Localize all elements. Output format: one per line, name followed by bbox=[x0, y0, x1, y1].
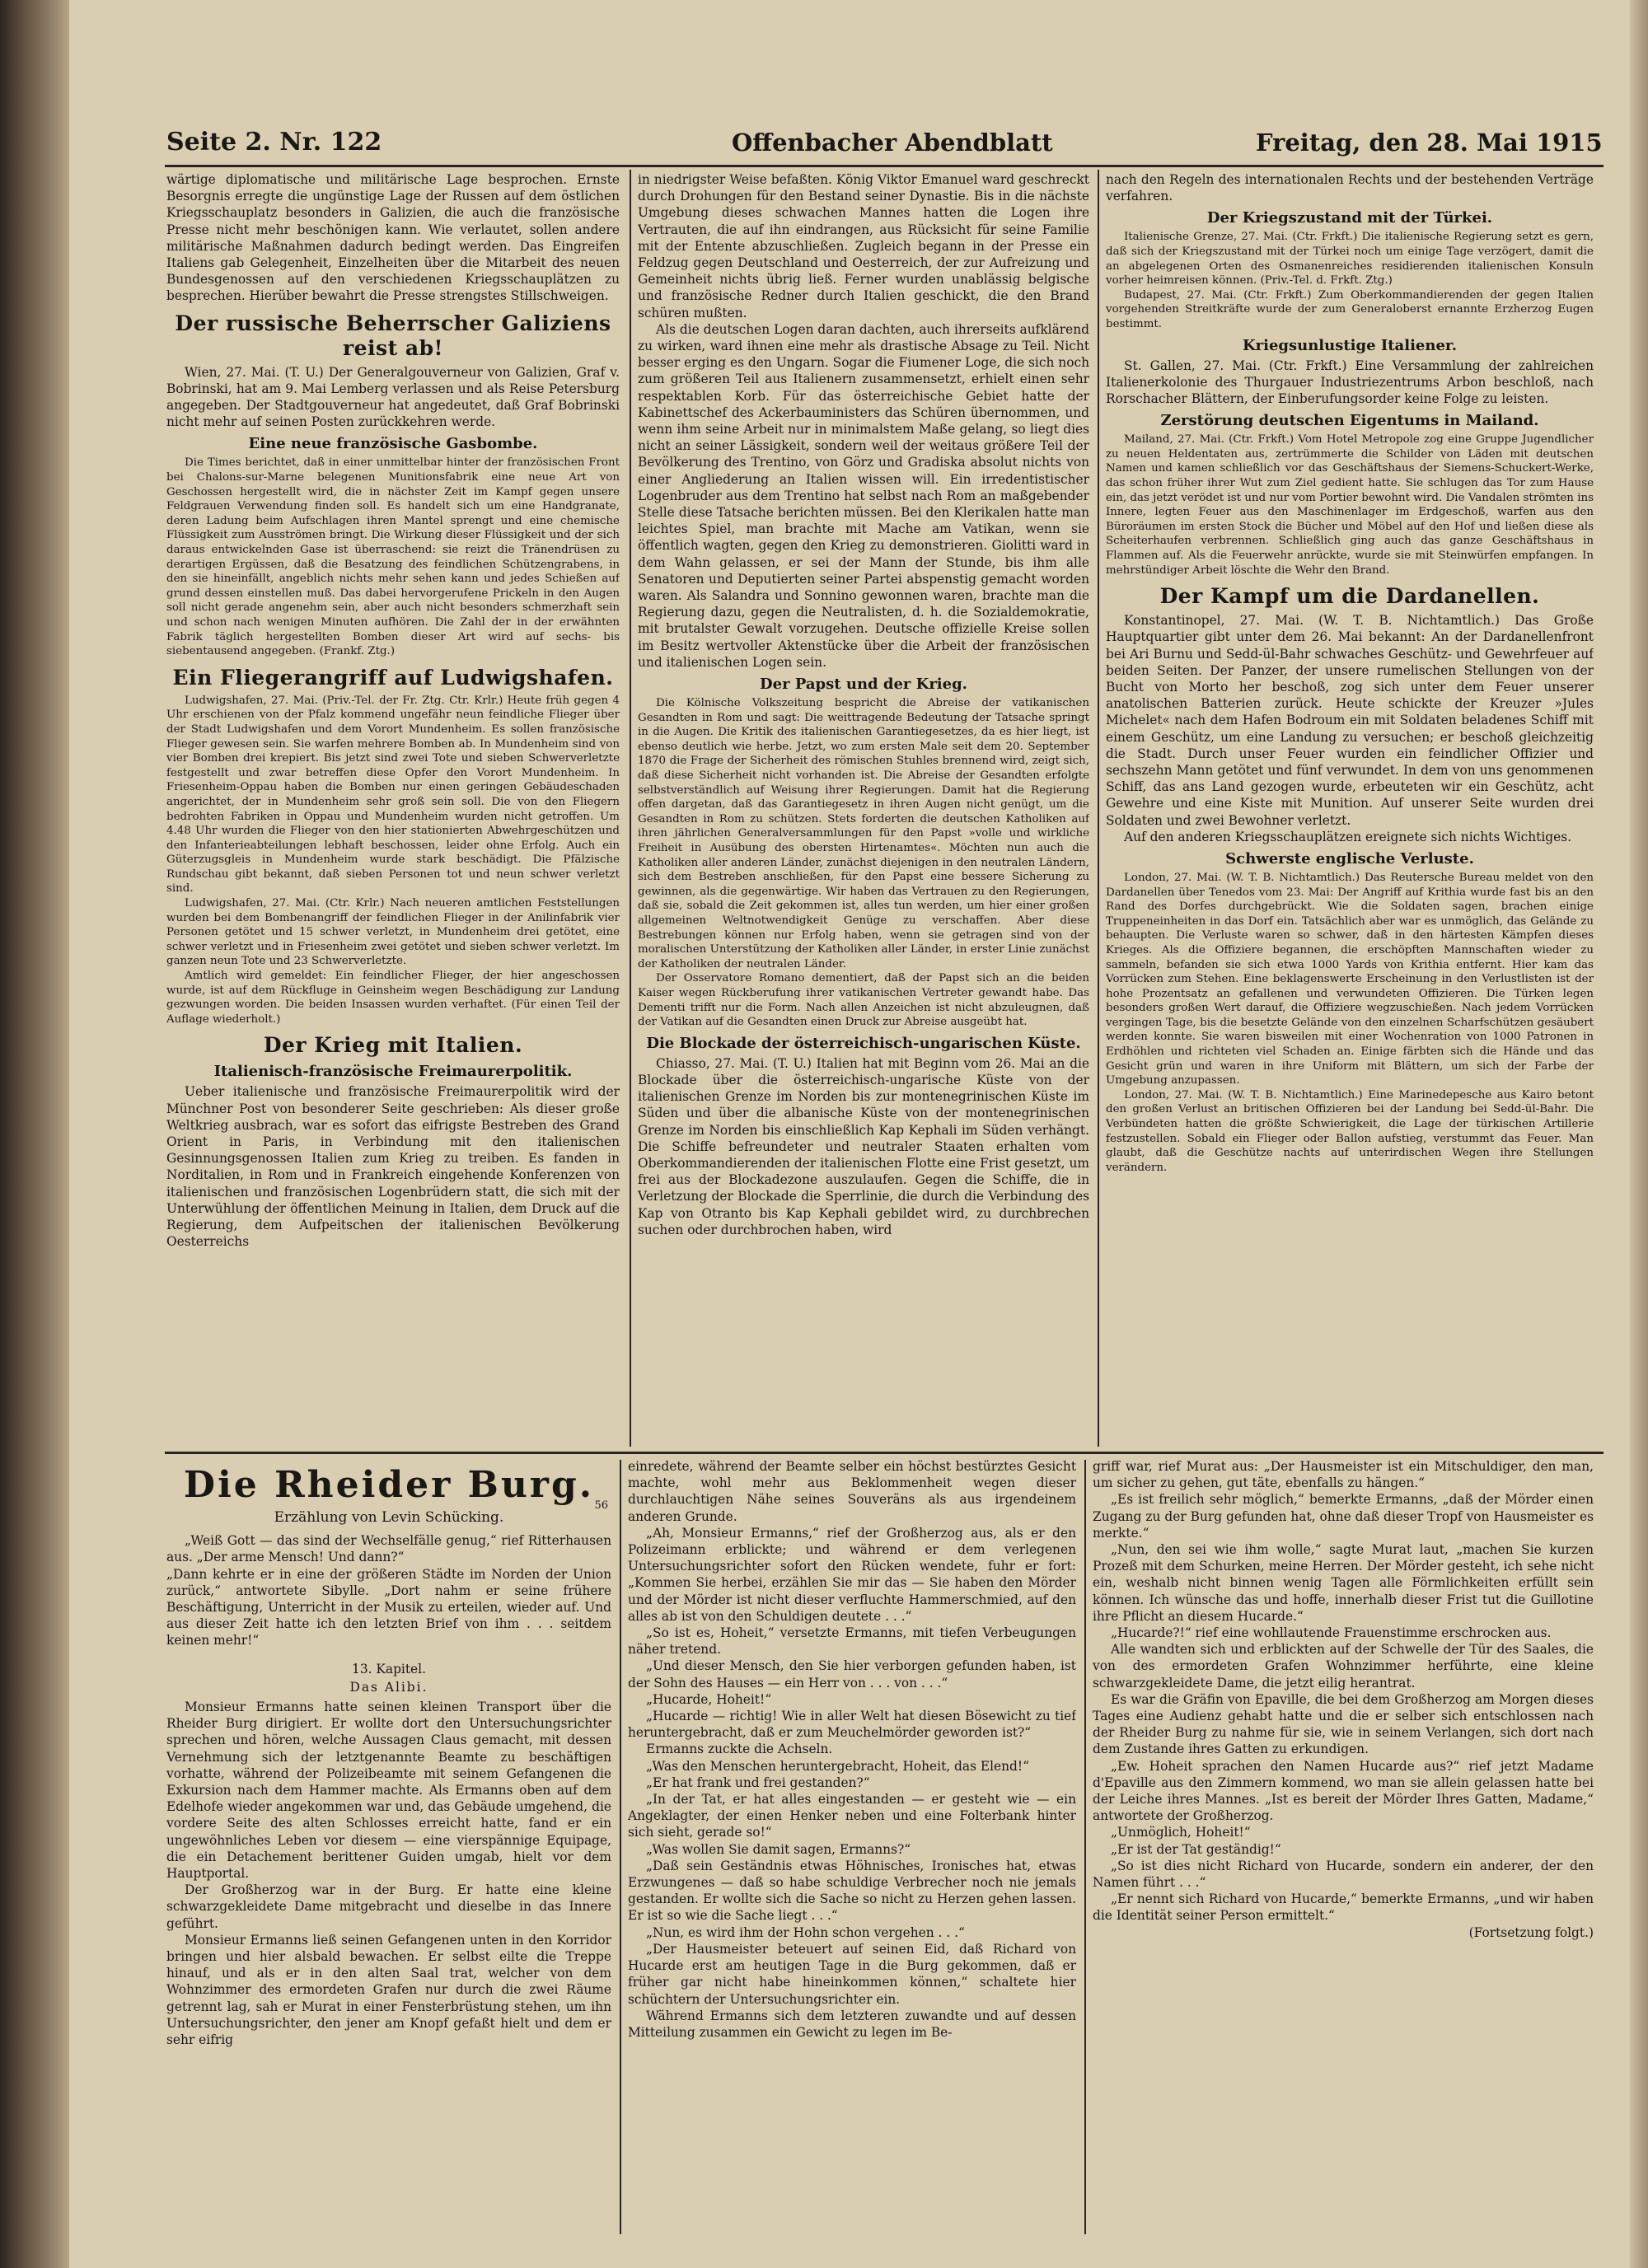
novel-text: „Nun, den sei wie ihm wolle,“ sagte Murat laut, „machen Sie kurzen Prozeß mit dem Schurken, meine Herren. Der Mörder gesteht, ich sehe nicht ein, weshalb nicht binnen wenig Tagen alle Förmlichkeiten erfüllt sein können. Ich wünsche das und hoffe, innerhalb dieser Frist tut die Guillotine ihre Pflicht an diesem Hucarde.“ bbox=[1093, 1542, 1594, 1624]
column-rule bbox=[1084, 1460, 1086, 2234]
novel-text: „Er nennt sich Richard von Hucarde,“ bemerkte Ermanns, „und wir haben die Identität seiner Person ermittelt.“ bbox=[1093, 1892, 1594, 1924]
article-text: Ueber italienische und französische Freimaurerpolitik wird der Münchner Post von besonderer Seite geschrieben: Als dieser große Weltkrieg ausbrach, war es sofort das eifrigste Bestreben des Grand Orient in Paris, in Verbindung mit den italienischen Gesinnungsgenossen Italien zum Krieg zu treiben. Es fanden in Norditalien, in Rom und in Frankreich eingehende Konferenzen von italienischen und französischen Logenbrüdern statt, die sich mit der Unterwühlung der öffentlichen Meinung in Italien, dem Druck auf die Regierung, dem Aufpeitschen der italienischen Bevölkerung Oesterreichs bbox=[166, 1084, 620, 1250]
headline: Eine neue französische Gasbombe. bbox=[248, 435, 538, 453]
novel-text: Monsieur Ermanns hatte seinen kleinen Transport über die Rheider Burg dirigiert. Er wollte dort den Untersuchungsrichter sprechen und hören, welche Aussagen Claus gemacht, mit dessen Vernehmung sich der letztgenannte Beamte zu beschäftigen vorhatte, während der Polizeibeamte mit seinem Gefangenen die Exkursion nach dem Hammer machte. Als Ermanns oben auf dem Edelhofe wieder angekommen war und, das Gebäude umgehend, die vordere Seite des alten Schlosses erreicht hatte, fand er ein ungewöhnliches Leben vor diesem — eine vierspännige Equipage, die ein Detachement berittener Guiden umgab, hielt vor dem Hauptportal. bbox=[166, 1700, 611, 1882]
subheadline: Italienisch-französische Freimaurerpolitik. bbox=[213, 1063, 573, 1081]
novel-text: „Was wollen Sie damit sagen, Ermanns?“ bbox=[646, 1841, 911, 1857]
novel-text: Es war die Gräfin von Epaville, die bei dem Großherzog am Morgen dieses Tages eine Audienz gehabt hatte und die er selber sich entschlossen nach der Rheider Burg zu nahme für sie, wie in seinem Verlangen, sich dort nach dem Zustande ihres Gatten zu erkundigen. bbox=[1093, 1691, 1594, 1757]
article-text: Die Times berichtet, daß in einer unmittelbar hinter der französischen Front bei Chalons-sur-Marne belegenen Munitionsfabrik eine neue Art von Geschossen hergestellt wird, die in nächster Zeit im Kampf gegen unsere Feldgrauen Verwendung finden soll. Es handelt sich um eine Handgranate, deren Ladung beim Aufschlagen ihren Mantel sprengt und eine chemische Flüssigkeit zum Ausströmen bringt. Die Wirkung dieser Flüssigkeit und der sich daraus entwickelnden Gase ist überraschend: sie reizt die Tränendrüsen zu derartigen Ergüssen, daß die Besatzung des feindlichen Schützengrabens, in den sie hineinfällt, angeblich nichts mehr sehen kann und jedes Schießen auf grund dessen einstellen muß. Das dabei hervorgerufene Prickeln in den Augen soll nicht gerade angenehm sein, aber auch nicht besonders schmerzhaft sein und schon nach wenigen Minuten aufhören. Die Zahl der in der erwähnten Fabrik täglich hergestellten Bomben dieser Art wird auf sechs- bis siebentausend angegeben. (Frankf. Ztg.) bbox=[166, 456, 620, 658]
article-text: Ludwigshafen, 27. Mai. (Priv.-Tel. der Fr. Ztg. Ctr. Krlr.) Heute früh gegen 4 Uhr erschienen von der Pfalz kommend ungefähr neun feindliche Flieger über der Stadt Ludwigshafen und dem Vorort Mundenheim. Es sollen französische Flieger gewesen sein. Sie warfen mehrere Bomben ab. In Mundenheim sind von vier Bomben drei krepiert. Bis jetzt sind zwei Tote und sieben Schwerverletzte festgestellt und zwar betreffen diese Opfer den Vorort Mundenheim. In Friesenheim-Oppau haben die Bomben nur einen geringen Gebäudeschaden angerichtet, der in Mundenheim sehr groß sein soll. Die von den Fliegern bedrohten Fabriken in Oppau und Mundenheim wurden nicht getroffen. Um 4.48 Uhr wurden die Flieger von den hier stationierten Abwehrgeschützen und den Infanterieabteilungen lebhaft beschossen, leider ohne Erfolg. Auch ein Güterzugsgleis in Mundenheim wurde stark beschädigt. Die Pfälzische Rundschau gibt bekannt, daß sieben Personen tot und neun schwer verletzt sind. bbox=[166, 694, 620, 896]
novel-text: Ermanns zuckte die Achseln. bbox=[646, 1742, 833, 1757]
novel-text: „So ist es, Hoheit,“ versetzte Ermanns, mit tiefen Verbeugungen näher tretend. bbox=[628, 1625, 1076, 1658]
column-rule bbox=[630, 170, 631, 1447]
novel-column-1 bbox=[166, 1458, 611, 2233]
article-text: London, 27. Mai. (W. T. B. Nichtamtlich.) Eine Marinedepesche aus Kairo betont den großen Verlust an britischen Offizieren bei der Landung bei Sedd-ül-Bahr. Die Verbündeten hatten die größte Schwierigkeit, die Lage der türkischen Artillerie festzustellen. Sobald ein Flieger oder Ballon aufstieg, verstummt das Feuer. Man glaubt, daß die Geschütze nachts auf unterirdischen Wegen ihre Stellungen verändern. bbox=[1106, 1088, 1594, 1174]
article-text: London, 27. Mai. (W. T. B. Nichtamtlich.) Das Reutersche Bureau meldet von den Dardanellen über Tenedos vom 23. Mai: Der Angriff auf Krithia wurde fast bis an den Rand des Dorfes durchgebrückt. Wie die Soldaten sagen, brachen einige Truppeneinheiten in das Dorf ein. Tatsächlich aber war es unmöglich, das Gelände zu behaupten. Die Verluste waren so schwer, daß in den härtesten Kämpfen dieses Krieges. Als die Offiziere begannen, die erschöpften Mannschaften wieder zu sammeln, befanden sie sich etwa 1000 Yards von Krithia entfernt. Hier kam das Vorrücken zum Stehen. Eine beklagenswerte Erscheinung in den Verlustlisten ist der hohe Prozentsatz an gefallenen und verwundeten Offizieren. Die Türken legen besonders großen Wert darauf, die Offiziere wegzuschießen. Nach jedem Vorrücken vergingen Tage, bis die besetzte Gelände von den einzelnen Scharfschützen gesäubert werden konnte. Sie waren bisweilen mit einer Wochenration von 1000 Patronen in Erdhöhlen und richteten viel Schaden an. Einige färbten sich die Hände und das Gesicht grün und waren in ihre Uniform mit Blättern, um sich der Farbe der Umgebung anzupassen. bbox=[1106, 871, 1594, 1087]
column-2 bbox=[638, 171, 1089, 1447]
novel-text: „Hucarde, Hoheit!“ bbox=[646, 1691, 772, 1707]
section-rule bbox=[165, 1452, 1604, 1454]
page-edge bbox=[1630, 0, 1648, 2268]
novel-title: Die Rheider Burg. bbox=[183, 1464, 595, 1506]
newspaper-title: Offenbacher Abendblatt bbox=[732, 129, 1053, 157]
novel-text: „Und dieser Mensch, den Sie hier verborgen gefunden haben, ist der Sohn des Hauses — ein Herr von . . . von . . .“ bbox=[628, 1658, 1076, 1690]
novel-text: „Er ist der Tat geständig!“ bbox=[1111, 1841, 1281, 1857]
article-text: Konstantinopel, 27. Mai. (W. T. B. Nichtamtlich.) Das Große Hauptquartier gibt unter dem 26. Mai bekannt: An der Dardanellenfront bei Ari Burnu und Sedd-ül-Bahr schwaches Geschütz- und Gewehrfeuer auf beiden Seiten. Der Panzer, der unsere rumelischen Stellungen von der Bucht von Morto her beschoß, zog sich unter dem Feuer unserer anatolischen Batterien zurück. Heute schickte der Kreuzer »Jules Michelet« nach dem Hafen Bodroum ein mit Soldaten beladenes Schiff mit einem Geschütz, um eine Landung zu versuchen; er beschoß gleichzeitig die Stadt. Durch unser Feuer wurden ein feindlicher Offizier und sechszehn Mann getötet und fünf verwundet. In dem von uns genommenen Schiff, das ans Land gezogen wurde, erbeuteten wir ein Geschütz, acht Gewehre und eine Kiste mit Munition. Auf unserer Seite wurden drei Soldaten und zwei Bewohner verletzt. bbox=[1106, 613, 1594, 828]
novel-text: Während Ermanns sich dem letzteren zuwandte und auf dessen Mitteilung zusammen ein Gewicht zu legen im Be- bbox=[628, 2008, 1076, 2040]
headline: Der Papst und der Krieg. bbox=[760, 676, 967, 694]
novel-text: „Daß sein Geständnis etwas Höhnisches, Ironisches hat, etwas Erzwungenes — daß so habe schuldige Verbrecher noch nie jemals gestanden. Er wollte sich die Sache so nicht zu Herzen gehen lassen. Er ist so wie die Sache liegt . . .“ bbox=[628, 1858, 1076, 1924]
novel-text: „Hucarde — richtig! Wie in aller Welt hat diesen Bösewicht zu tief heruntergebracht, daß er zum Meuchelmörder geworden ist?“ bbox=[628, 1709, 1076, 1741]
newspaper-page bbox=[69, 0, 1648, 2268]
chapter-number: 13. Kapitel. bbox=[352, 1661, 426, 1676]
novel-text: Der Großherzog war in der Burg. Er hatte eine kleine schwarzgekleidete Dame mitgebracht und dieselbe in das Innere geführt. bbox=[166, 1882, 611, 1931]
novel-text: „Hucarde?!“ rief eine wohllautende Frauenstimme erschrocken aus. bbox=[1111, 1625, 1552, 1641]
novel-column-3 bbox=[1093, 1458, 1594, 2233]
novel-byline: Erzählung von Levin Schücking. bbox=[274, 1509, 504, 1526]
chapter-title: Das Alibi. bbox=[349, 1679, 428, 1695]
novel-text: „Er hat frank und frei gestanden?“ bbox=[646, 1775, 870, 1790]
headline: Schwerste englische Verluste. bbox=[1225, 849, 1474, 867]
novel-text: „Was den Menschen heruntergebracht, Hoheit, das Elend!“ bbox=[646, 1758, 1029, 1774]
novel-text: „So ist dies nicht Richard von Hucarde, sondern ein anderer, der den Namen führt . . .“ bbox=[1093, 1858, 1594, 1891]
novel-text: griff war, rief Murat aus: „Der Hausmeister ist ein Mitschuldiger, den man, um sicher zu gehen, gut täte, ebenfalls zu hängen.“ bbox=[1093, 1459, 1594, 1491]
article-text: Chiasso, 27. Mai. (T. U.) Italien hat mit Beginn vom 26. Mai an die Blockade über die österreichisch-ungarische Küste von der italienischen Grenze im Norden bis zur montenegrinischen Küste im Süden und über die albanische Küste von der montenegrinischen Grenze im Norden bis einschließlich Kap Kephali im Süden verhängt. Die Schiffe befreundeter und neutraler Staaten erhalten vom Oberkommandierenden der italienischen Flotte eine Frist gesetzt, um frei aus der Blockadezone auszulaufen. Gegen die Schiffe, die in Verletzung der Blockade die Sperrlinie, die durch die Verbindung des Kap von Otranto bis Kap Kephali gebildet wird, zu durchbrechen suchen oder durchbrochen haben, wird bbox=[638, 1055, 1089, 1237]
headline: Der Krieg mit Italien. bbox=[263, 1033, 523, 1058]
page-number: Seite 2. Nr. 122 bbox=[166, 128, 382, 157]
column-3 bbox=[1106, 171, 1594, 1447]
novel-text: „Weiß Gott — das sind der Wechselfälle genug,“ rief Ritterhausen aus. „Der arme Mensch! Und dann?“ „Dann kehrte er in eine der größeren Städte im Norden der Union zurück,“ antwortete Sibylle. „Dort nahm er seine frühere Beschäftigung, Unterricht in der Musik zu erteilen, wieder auf. Und aus dieser Zeit hatte ich den letzten Brief von ihm . . . seitdem keinen mehr!“ bbox=[166, 1533, 611, 1648]
headline: Kriegsunlustige Italiener. bbox=[1243, 336, 1457, 354]
novel-text: „In der Tat, er hat alles eingestanden — er gesteht wie — ein Angeklagter, der einen Henker neben und eine Folterbank hinter sich sieht, gerade so!“ bbox=[628, 1792, 1076, 1840]
article-text: Italienische Grenze, 27. Mai. (Ctr. Frkft.) Die italienische Regierung setzt es gern, daß sich der Kriegszustand mit der Türkei noch um einige Tage verzögert, damit die an abgelegenen Orten des Osmanenreiches residierenden italienischen Konsuln vorher heimreisen können. (Priv.-Tel. d. Frkft. Ztg.) bbox=[1106, 231, 1594, 288]
column-rule bbox=[1098, 170, 1099, 1447]
issue-date: Freitag, den 28. Mai 1915 bbox=[1256, 129, 1603, 157]
novel-column-2 bbox=[628, 1458, 1076, 2233]
article-text: St. Gallen, 27. Mai. (Ctr. Frkft.) Eine Versammlung der zahlreichen Italienerkolonie des Thurgauer Industriezentrums Arbon beschloß, nach Rorschacher Blättern, der Einberufungsorder keine Folge zu leisten. bbox=[1106, 358, 1594, 406]
novel-text: „Es ist freilich sehr möglich,“ bemerkte Ermanns, „daß der Mörder einen Zugang zu der Burg gefunden hat, ohne daß dieser Tropf von Hausmeister es merkte.“ bbox=[1093, 1492, 1594, 1541]
article-text: in niedrigster Weise befaßten. König Viktor Emanuel ward geschreckt durch Drohungen für den Bestand seiner Dynastie. Bis in die nächste Umgebung dieses schwachen Mannes hatten die Logen ihre Vertrauten, die auf ihn eindrangen, aus Rücksicht für seine Familie mit der Entente abzuschließen. Zugleich begann in der Presse ein Feldzug gegen Deutschland und Oesterreich, der zur Aufreizung und Gemeinheit nichts übrig ließ. Ferner wurden unablässig belgische und französische Redner durch Italien geschickt, die den Brand schüren mußten. bbox=[638, 172, 1089, 320]
novel-text: „Unmöglich, Hoheit!“ bbox=[1111, 1825, 1251, 1840]
headline: Der Kriegszustand mit der Türkei. bbox=[1206, 209, 1493, 227]
novel-text: einredete, während der Beamte selber ein höchst bestürztes Gesicht machte, wohl mehr aus Beklommenheit wegen dieser durchlauchtigen Nähe seines Souveräns als aus irgendeinem anderen Grunde. bbox=[628, 1459, 1076, 1524]
headline: Der Kampf um die Dardanellen. bbox=[1159, 584, 1540, 609]
novel-text: „Ew. Hoheit sprachen den Namen Hucarde aus?“ rief jetzt Madame d'Epaville aus den Zimmern kommend, wo man sie allein gelassen hatte bei der Leiche ihres Mannes. „Ist es bereit der Mörder Ihres Gatten, Madame,“ antwortete der Großherzog. bbox=[1093, 1758, 1594, 1824]
novel-text: Monsieur Ermanns ließ seinen Gefangenen unten in den Korridor bringen und hier alsbald bewachen. Er selbst eilte die Treppe hinauf, und als er in den alten Saal trat, welcher von dem Wohnzimmer des ermordeten Grafen nur durch die zwei Räume getrennt lag, sah er Murat in einer Fensterbrüstung stehen, um ihn Untersuchungsrichter, den jener am Knopf gefaßt hielt und dem er sehr eifrig bbox=[166, 1932, 611, 2048]
header-rule bbox=[165, 165, 1604, 167]
book-spine bbox=[0, 0, 69, 2268]
article-text: Budapest, 27. Mai. (Ctr. Frkft.) Zum Oberkommandierenden der gegen Italien vorgehenden Streitkräfte wurde der zum Generaloberst ernannte Erzherzog Eugen bestimmt. bbox=[1106, 288, 1594, 330]
article-text: Amtlich wird gemeldet: Ein feindlicher Flieger, der hier angeschossen wurde, ist auf dem Rückfluge in Geinsheim wegen Beschädigung zur Landung gezwungen worden. Die beiden Insassen wurden verhaftet. (Für einen Teil der Auflage wiederholt.) bbox=[166, 970, 620, 1026]
novel-text: „Ah, Monsieur Ermanns,“ rief der Großherzog aus, als er den Polizeimann erblickte; und während er dem verlegenen Untersuchungsrichter sofort den Rücken wendete, fuhr er fort: „Kommen Sie herbei, erzählen Sie mir das — Sie haben den Mörder und der Mörder ist nicht dieser verfluchte Hammerschmied, auf den alles ab ist von den Schuldigen deutete . . .“ bbox=[628, 1525, 1076, 1624]
article-text: Auf den anderen Kriegsschauplätzen ereignete sich nichts Wichtiges. bbox=[1124, 829, 1572, 844]
article-text: nach den Regeln des internationalen Rechts und der bestehenden Verträge verfahren. bbox=[1106, 172, 1594, 204]
headline: Ein Fliegerangriff auf Ludwigshafen. bbox=[172, 665, 614, 690]
continuation-note: (Fortsetzung folgt.) bbox=[1468, 1924, 1594, 1940]
article-text: Mailand, 27. Mai. (Ctr. Frkft.) Vom Hotel Metropole zog eine Gruppe Jugendlicher zu neuen Heldentaten aus, zertrümmerte die Schilder von Läden mit deutschen Namen und kamen schließlich vor das Geschäftshaus der Siemens-Schuckert-Werke, das schon früher ihrer Wut zum Ziel gedient hatte. Sie schlugen das Tor zum Hause ein, das jetzt verödet ist und nur vom Portier bewohnt wird. Die Vandalen strömten ins Innere, legten Feuer aus den Maschinenlager im Erdgeschoß, warfen aus den Büroräumen im ersten Stock die Bücher und Möbel auf den Hof und ließen diese als Scheiterhaufen verbrennen. Schließlich ging auch das ganze Geschäftshaus in Flammen auf. Als die Feuerwehr anrückte, wurde sie mit Steinwürfen empfangen. In mehrstündiger Arbeit löschte die Wehr den Brand. bbox=[1106, 433, 1594, 577]
headline: Zerstörung deutschen Eigentums in Mailand. bbox=[1160, 412, 1539, 430]
headline: Der russische Beherrscher Galiziens reist ab! bbox=[175, 311, 611, 360]
article-text: Wien, 27. Mai. (T. U.) Der Generalgouverneur von Galizien, Graf v. Bobrinski, hat am 9. Mai Lemberg verlassen und als Reise Petersburg angegeben. Der Stadtgouverneur hat angedeutet, daß Graf Bobrinski nicht mehr auf seinen Posten zurückkehren werde. bbox=[166, 364, 620, 430]
headline: Die Blockade der österreichisch-ungarischen Küste. bbox=[646, 1034, 1081, 1052]
article-text: wärtige diplomatische und militärische Lage besprochen. Ernste Besorgnis erregte die ungünstige Lage der Russen auf dem östlichen Kriegsschauplatz besonders in Galizien, die auch die französische Presse nicht mehr beschönigen kann. Wie verlautet, sollen andere militärische Maßnahmen dadurch bedingt werden. Das Eingreifen Italiens gab Gelegenheit, Einzelheiten über die Mitarbeit des neuen Bundesgenossen auf den verschiedenen Kriegsschauplätzen zu besprechen. Hierüber bewahrt die Presse strengstes Stillschweigen. bbox=[166, 172, 620, 304]
article-text: Die Kölnische Volkszeitung bespricht die Abreise der vatikanischen Gesandten in Rom und sagt: Die weittragende Bedeutung der Tatsache springt in die Augen. Die Kritik des italienischen Garantiegesetzes, da es hier liegt, ist ebenso deutlich wie herbe. Jetzt, wo zum ersten Male seit dem 20. September 1870 die Frage der Sicherheit des römischen Stuhles brennend wird, zeigt sich, daß diese Sicherheit nicht vorhanden ist. Die Abreise der Gesandten erfolgte selbstverständlich auf Weisung ihrer Regierungen. Damit hat die Regierung offen dargetan, daß das Garantiegesetz in ihren Augen nicht genügt, um die Gesandten in Rom zu schützen. Stets forderten die deutschen Katholiken auf ihren jährlichen Generalversammlungen für den Papst »volle und wirkliche Freiheit in Ausübung des obersten Hirtenamtes«. Möchten nun auch die Katholiken aller anderen Länder, zunächst diejenigen in den neutralen Ländern, sich dem Bestreben anschließen, für den Papst eine bessere Sicherung zu gewinnen, als die gegenwärtige. Wir haben das Vertrauen zu den Regierungen, daß sie, sobald die Zeit gekommen ist, alles tun werden, um hier einer großen allgemeinen Weltnotwendigkeit Genüge zu verschaffen. Aber diese Bestrebungen können nur Erfolg haben, wenn sie getragen sind von der moralischen Unterstützung der Katholiken aller Länder, in erster Linie zunächst der Katholiken der neutralen Länder. bbox=[638, 697, 1089, 970]
novel-text: „Der Hausmeister beteuert auf seinen Eid, daß Richard von Hucarde erst am heutigen Tage in die Burg gekommen, daß er früher gar nicht habe hineinkommen können,“ schaltete hier schüchtern der Untersuchungsrichter ein. bbox=[628, 1941, 1076, 2007]
article-text: Ludwigshafen, 27. Mai. (Ctr. Krlr.) Nach neueren amtlichen Feststellungen wurden bei dem Bombenangriff der feindlichen Flieger in der Anilinfabrik vier Personen getötet und 15 schwer verletzt, in Mundenheim drei getötet, eine schwer verletzt und in Friesenheim zwei getötet und sieben schwer verletzt. Im ganzen neun Tote und 23 Schwerverletzte. bbox=[166, 897, 620, 968]
column-rule bbox=[620, 1460, 621, 2234]
article-text: Der Osservatore Romano dementiert, daß der Papst sich an die beiden Kaiser wegen Rückberufung ihrer vatikanischen Vertreter gewandt habe. Das Dementi trifft nur die Form. Nach allen Anzeichen ist nicht abzuleugnen, daß der Vatikan auf die Gesandten einen Druck zur Abreise ausgeübt hat. bbox=[638, 972, 1089, 1029]
novel-installment-number: 56 bbox=[594, 1499, 608, 1512]
article-text: Als die deutschen Logen daran dachten, auch ihrerseits aufklärend zu wirken, ward ihnen eine mehr als drastische Absage zu Teil. Nicht besser erging es den Ungarn. Sogar die Fiumener Loge, die sich noch zum größeren Teil aus Italienern zusammensetzt, erhielt einen sehr respektablen Korb. Für das österreichische Gebiet hatte der Kabinettschef des Ackerbauministers das Schüren übernommen, und wenn ihm seine Arbeit nur in minimalstem Maße gelang, so liegt dies nicht an seiner Lässigkeit, sondern weil der weitaus größere Teil der Bevölkerung des Trentino, von Görz und Gradiska absolut nichts von einer Angliederung an Italien wissen will. Ein irredentistischer Logenbruder aus dem Trentino hat selbst nach Rom an maßgebender Stelle diese Tatsache berichten müssen. Bei den Klerikalen hatte man leichtes Spiel, man brachte mit Mache am Vatikan, wenn sie öffentlich wagten, gegen den Krieg zu demonstrieren. Giolitti ward in dem Wahn gelassen, er sei der Mann der Stunde, bis ihm alle Senatoren und Deputierten seiner Partei abspenstig gemacht worden waren. Als Salandra und Sonnino gewonnen waren, brachte man die Regierung dazu, gegen die Neutralisten, d. h. die Sozialdemokratie, mit brutalster Gewalt vorzugehen. Deutsche offizielle Kreise sollen im Besitz wertvoller Aktenstücke über die Arbeit der französischen und italienischen Logen sein. bbox=[638, 321, 1089, 670]
novel-text: Alle wandten sich und erblickten auf der Schwelle der Tür des Saales, die von des ermordeten Grafen Wohnzimmer herführte, eine kleine schwarzgekleidete Dame, die jetzt eilig herantrat. bbox=[1093, 1642, 1594, 1690]
column-1 bbox=[166, 171, 620, 1447]
novel-text: „Nun, es wird ihm der Hohn schon vergehen . . .“ bbox=[646, 1924, 965, 1940]
